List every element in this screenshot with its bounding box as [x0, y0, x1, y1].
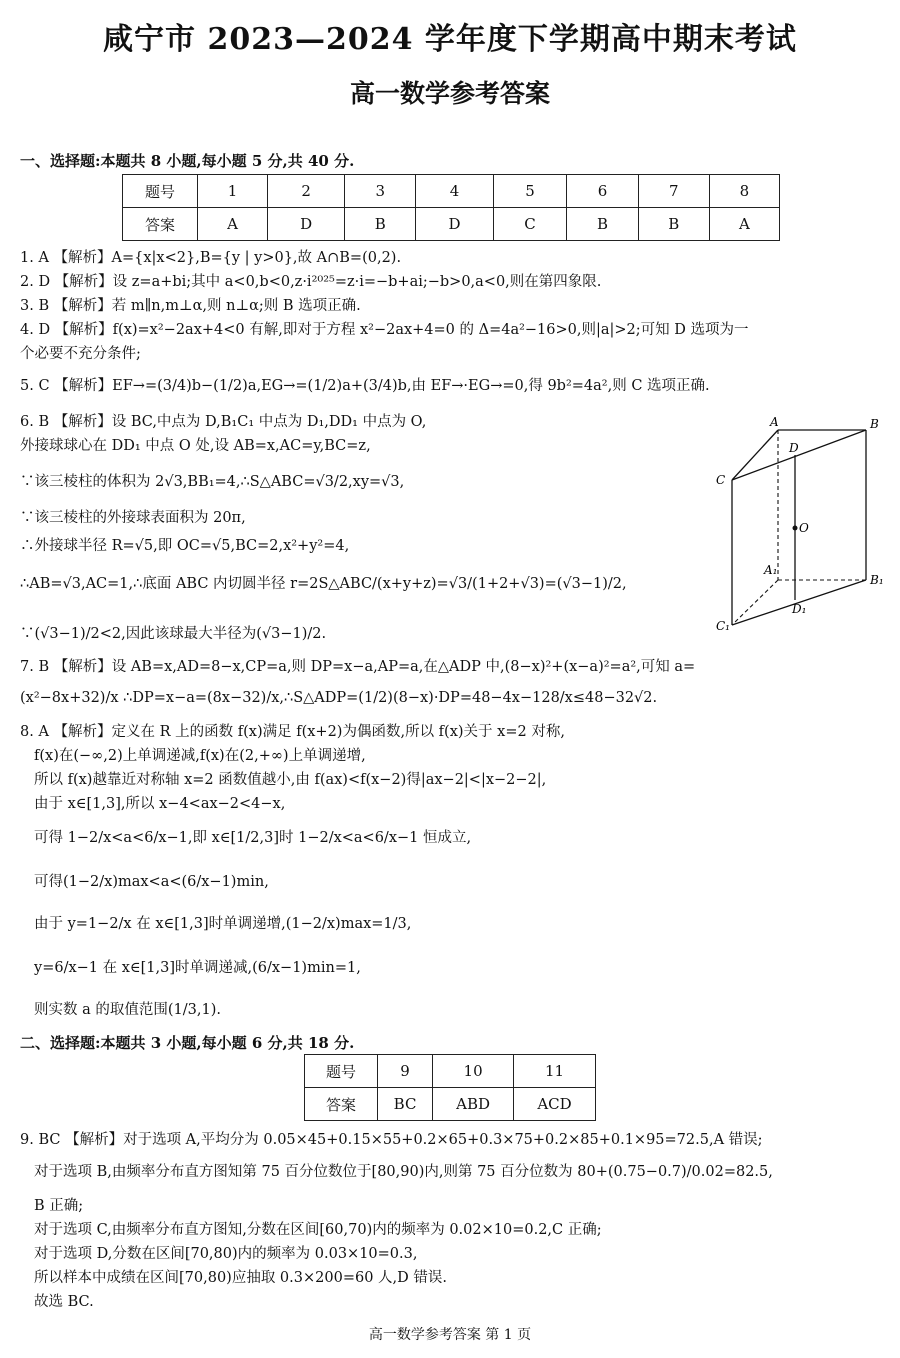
table-cell: 5	[493, 175, 567, 208]
table-cell: ACD	[514, 1088, 596, 1121]
solution-line: 6. B 【解析】设 BC,中点为 D,B₁C₁ 中点为 D₁,DD₁ 中点为 O,	[20, 414, 427, 430]
table-cell: 题号	[305, 1055, 378, 1088]
solution-line: 外接球球心在 DD₁ 中点 O 处,设 AB=x,AC=y,BC=z,	[20, 438, 371, 454]
solution-line: f(x)在(−∞,2)上单调递减,f(x)在(2,+∞)上单调递增,	[34, 748, 366, 764]
solution-line: ∵该三棱柱的体积为 2√3,BB₁=4,∴S△ABC=√3/2,xy=√3,	[20, 474, 405, 490]
solution-line: 所以样本中成绩在区间[70,80)应抽取 0.3×200=60 人,D 错误.	[34, 1270, 447, 1286]
solution-line: 4. D 【解析】f(x)=x²−2ax+4<0 有解,即对于方程 x²−2ax+4=0 的 Δ=4a²−16>0,则|a|>2;可知 D 选项为一	[20, 322, 749, 338]
table-cell: 6	[567, 175, 638, 208]
table-cell: B	[638, 208, 709, 241]
solution-line: 所以 f(x)越靠近对称轴 x=2 函数值越小,由 f(ax)<f(x−2)得|ax−2|<|x−2−2|,	[34, 772, 547, 788]
table-cell: 1	[198, 175, 268, 208]
table-cell: 题号	[123, 175, 198, 208]
solution-line: ∵该三棱柱的外接球表面积为 20π,	[20, 510, 246, 526]
answer-table-2	[304, 1054, 596, 1121]
table-cell: 11	[514, 1055, 596, 1088]
label-C: C	[716, 473, 726, 487]
solution-line: 由于 y=1−2/x 在 x∈[1,3]时单调递增,(1−2/x)max=1/3,	[34, 916, 412, 932]
label-B1: B₁	[870, 573, 884, 587]
solution-line: 9. BC 【解析】对于选项 A,平均分为 0.05×45+0.15×55+0.2×65+0.3×75+0.2×85+0.1×95=72.5,A 错误;	[20, 1132, 763, 1148]
table-cell: 2	[268, 175, 345, 208]
label-O: O	[799, 521, 809, 535]
table-cell: 7	[638, 175, 709, 208]
section1-heading: 一、选择题:本题共 8 小题,每小题 5 分,共 40 分.	[20, 152, 355, 170]
table-cell: BC	[378, 1088, 433, 1121]
solution-line: 可得 1−2/x<a<6/x−1,即 x∈[1/2,3]时 1−2/x<a<6/x−1 恒成立,	[34, 830, 472, 846]
page-footer: 高一数学参考答案 第 1 页	[368, 1327, 532, 1343]
label-D1: D₁	[792, 602, 807, 616]
table-cell: 9	[378, 1055, 433, 1088]
solution-line: ∴AB=√3,AC=1,∴底面 ABC 内切圆半径 r=2S△ABC/(x+y+z)=√3/(1+2+√3)=(√3−1)/2,	[20, 576, 627, 592]
prism-figure	[700, 410, 890, 635]
solution-line: 8. A 【解析】定义在 R 上的函数 f(x)满足 f(x+2)为偶函数,所以 f(x)关于 x=2 对称,	[20, 724, 565, 740]
solution-line: 3. B 【解析】若 m∥n,m⊥α,则 n⊥α;则 B 选项正确.	[20, 298, 361, 314]
label-C1: C₁	[716, 619, 730, 633]
page-title: 咸宁市 2023—2024 学年度下学期高中期末考试	[103, 22, 797, 57]
table-cell: D	[268, 208, 345, 241]
table-cell: 3	[345, 175, 416, 208]
table-row	[305, 1088, 596, 1121]
table-cell: 答案	[123, 208, 198, 241]
solution-line: 7. B 【解析】设 AB=x,AD=8−x,CP=a,则 DP=x−a,AP=a,在△ADP 中,(8−x)²+(x−a)²=a²,可知 a=	[20, 659, 696, 675]
solution-line: y=6/x−1 在 x∈[1,3]时单调递减,(6/x−1)min=1,	[34, 960, 361, 976]
table-cell: A	[198, 208, 268, 241]
solution-line: 2. D 【解析】设 z=a+bi;其中 a<0,b<0,z·i²⁰²⁵=z·i=−b+ai;−b>0,a<0,则在第四象限.	[20, 274, 602, 290]
table-row	[123, 175, 780, 208]
table-cell: 10	[433, 1055, 514, 1088]
solution-line: 对于选项 C,由频率分布直方图知,分数在区间[60,70)内的频率为 0.02×10=0.2,C 正确;	[34, 1222, 602, 1238]
solution-line: 1. A 【解析】A={x|x<2},B={y | y>0},故 A∩B=(0,2).	[20, 250, 402, 266]
table-row	[305, 1055, 596, 1088]
page-subtitle: 高一数学参考答案	[349, 79, 550, 108]
solution-line: 对于选项 B,由频率分布直方图知第 75 百分位数位于[80,90)内,则第 75 百分位数为 80+(0.75−0.7)/0.02=82.5,	[34, 1164, 773, 1180]
solution-line: ∵(√3−1)/2<2,因此该球最大半径为(√3−1)/2.	[20, 626, 327, 642]
table-cell: 4	[416, 175, 493, 208]
solution-line: 故选 BC.	[34, 1294, 94, 1310]
table-cell: 答案	[305, 1088, 378, 1121]
solution-line: 则实数 a 的取值范围(1/3,1).	[34, 1002, 221, 1018]
label-B: B	[870, 417, 879, 431]
solution-line: 对于选项 D,分数在区间[70,80)内的频率为 0.03×10=0.3,	[34, 1246, 418, 1262]
label-A1: A₁	[764, 563, 778, 577]
table-cell: C	[493, 208, 567, 241]
solution-line: ∴外接球半径 R=√5,即 OC=√5,BC=2,x²+y²=4,	[20, 538, 350, 554]
label-D: D	[789, 441, 799, 455]
solution-line: B 正确;	[34, 1198, 84, 1214]
table-cell: B	[345, 208, 416, 241]
solution-line: 个必要不充分条件;	[20, 346, 141, 362]
label-A: A	[770, 415, 779, 429]
table-cell: A	[709, 208, 779, 241]
solution-line: 由于 x∈[1,3],所以 x−4<ax−2<4−x,	[34, 796, 286, 812]
solution-line: (x²−8x+32)/x ∴DP=x−a=(8x−32)/x,∴S△ADP=(1/2)(8−x)·DP=48−4x−128/x≤48−32√2.	[20, 690, 658, 706]
solution-line: 5. C 【解析】EF→=(3/4)b−(1/2)a,EG→=(1/2)a+(3/4)b,由 EF→·EG→=0,得 9b²=4a²,则 C 选项正确.	[20, 378, 710, 394]
solution-line: 可得(1−2/x)max<a<(6/x−1)min,	[34, 874, 269, 890]
table-cell: 8	[709, 175, 779, 208]
table-cell: ABD	[433, 1088, 514, 1121]
table-cell: D	[416, 208, 493, 241]
table-row	[123, 208, 780, 241]
section2-heading: 二、选择题:本题共 3 小题,每小题 6 分,共 18 分.	[20, 1034, 355, 1052]
table-cell: B	[567, 208, 638, 241]
answer-table-1	[122, 174, 780, 241]
